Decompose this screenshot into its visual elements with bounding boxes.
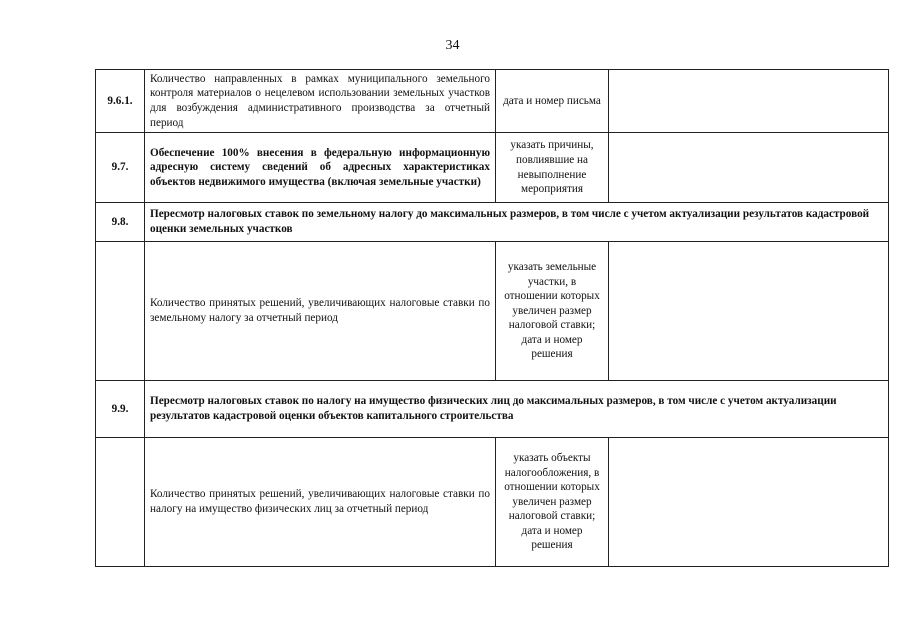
page-number: 34	[445, 38, 460, 53]
row-number: 9.8.	[96, 203, 145, 242]
row-number	[96, 438, 145, 567]
indicator-value-cell	[609, 133, 889, 203]
indicator-description: Количество принятых решений, увеличивающих налоговые ставки по налогу на имущество физических лиц за отчетный период	[145, 438, 496, 567]
indicator-description: Количество принятых решений, увеличивающих налоговые ставки по земельному налогу за отчетный период	[145, 242, 496, 381]
indicator-value-cell	[609, 438, 889, 567]
table-row-9-6-1	[96, 70, 889, 133]
row-number: 9.9.	[96, 381, 145, 438]
section-heading: Пересмотр налоговых ставок по налогу на имущество физических лиц до максимальных размеров, в том числе с учетом актуализации результатов кадастровой оценки объектов капитального строительства	[145, 381, 889, 438]
indicator-note: дата и номер письма	[496, 70, 609, 133]
indicator-value-cell	[609, 70, 889, 133]
table-row-9-9-detail	[96, 438, 889, 567]
indicator-note: указать объекты налогообложения, в отношении которых увеличен размер налоговой ставки; дата и номер решения	[496, 438, 609, 567]
indicator-note: указать земельные участки, в отношении которых увеличен размер налоговой ставки; дата и номер решения	[496, 242, 609, 381]
row-number	[96, 242, 145, 381]
section-heading: Пересмотр налоговых ставок по земельному налогу до максимальных размеров, в том числе с учетом актуализации результатов кадастровой оценки земельных участков	[145, 203, 889, 242]
report-table	[95, 69, 889, 567]
table-row-9-8-detail	[96, 242, 889, 381]
table-row-9-9-heading	[96, 381, 889, 438]
table-row-9-7	[96, 133, 889, 203]
row-number: 9.7.	[96, 133, 145, 203]
indicator-description: Количество направленных в рамках муниципального земельного контроля материалов о нецелевом использовании земельных участков для возбуждения административного производства за отчетный период	[145, 70, 496, 133]
indicator-note: указать причины, повлиявшие на невыполнение мероприятия	[496, 133, 609, 203]
table-row-9-8-heading	[96, 203, 889, 242]
indicator-value-cell	[609, 242, 889, 381]
indicator-description: Обеспечение 100% внесения в федеральную информационную адресную систему сведений об адресных характеристиках объектов недвижимого имущества (включая земельные участки)	[145, 133, 496, 203]
row-number: 9.6.1.	[96, 70, 145, 133]
